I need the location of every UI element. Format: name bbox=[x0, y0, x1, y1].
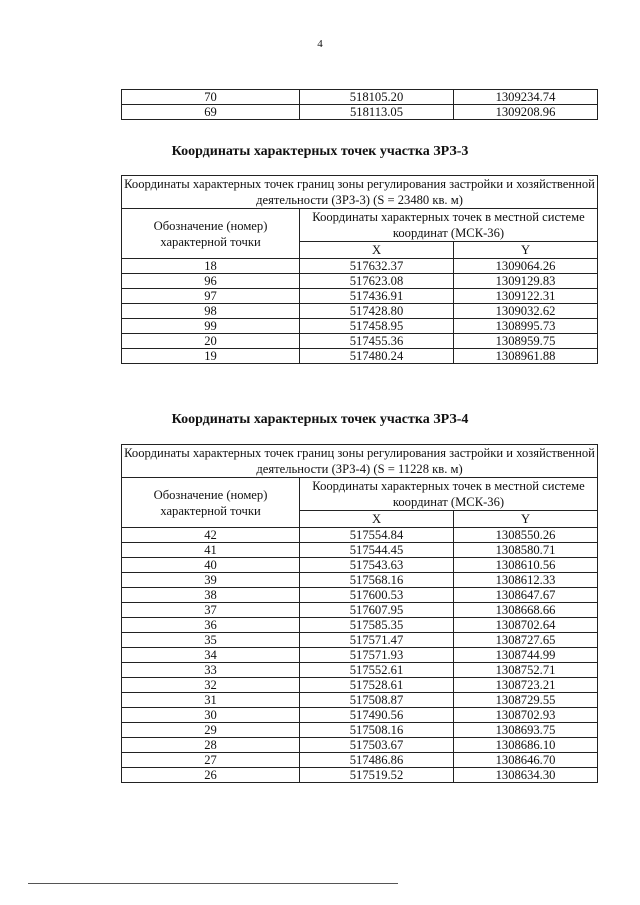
cell-y: 1308612.33 bbox=[454, 573, 598, 588]
cell-x: 518113.05 bbox=[300, 105, 454, 120]
cell-y: 1308752.71 bbox=[454, 663, 598, 678]
cell-point-number: 42 bbox=[122, 528, 300, 543]
table-body bbox=[122, 259, 598, 364]
table-row bbox=[122, 105, 598, 120]
table-row bbox=[122, 334, 598, 349]
table-row bbox=[122, 738, 598, 753]
table-row bbox=[122, 90, 598, 105]
cell-point-number: 30 bbox=[122, 708, 300, 723]
cell-point-number: 34 bbox=[122, 648, 300, 663]
col-header-coords: Координаты характерных точек в местной системе координат (МСК-36) bbox=[300, 478, 598, 511]
cell-point-number: 27 bbox=[122, 753, 300, 768]
cell-y: 1308550.26 bbox=[454, 528, 598, 543]
footer-divider bbox=[28, 883, 398, 884]
cell-point-number: 33 bbox=[122, 663, 300, 678]
cell-y: 1308668.66 bbox=[454, 603, 598, 618]
cell-x: 518105.20 bbox=[300, 90, 454, 105]
cell-x: 517528.61 bbox=[300, 678, 454, 693]
page-number: 4 bbox=[317, 38, 323, 50]
table-row bbox=[122, 648, 598, 663]
cell-point-number: 69 bbox=[122, 105, 300, 120]
cell-x: 517571.47 bbox=[300, 633, 454, 648]
cell-point-number: 98 bbox=[122, 304, 300, 319]
cell-x: 517508.16 bbox=[300, 723, 454, 738]
coordinates-table-continued bbox=[121, 89, 598, 120]
cell-point-number: 35 bbox=[122, 633, 300, 648]
col-header-point: Обозначение (номер) характерной точки bbox=[122, 209, 300, 259]
cell-point-number: 29 bbox=[122, 723, 300, 738]
col-header-point: Обозначение (номер) характерной точки bbox=[122, 478, 300, 528]
table-row bbox=[122, 259, 598, 274]
table-row bbox=[122, 274, 598, 289]
cell-y: 1308610.56 bbox=[454, 558, 598, 573]
table-row bbox=[122, 289, 598, 304]
zrz3-heading: Координаты характерных точек участка ЗРЗ-3 bbox=[171, 144, 469, 159]
cell-x: 517519.52 bbox=[300, 768, 454, 783]
cell-point-number: 41 bbox=[122, 543, 300, 558]
table-row bbox=[122, 558, 598, 573]
cell-y: 1308702.93 bbox=[454, 708, 598, 723]
cell-y: 1309064.26 bbox=[454, 259, 598, 274]
cell-y: 1308995.73 bbox=[454, 319, 598, 334]
cell-y: 1308634.30 bbox=[454, 768, 598, 783]
zrz4-heading: Координаты характерных точек участка ЗРЗ-4 bbox=[171, 412, 469, 427]
cell-y: 1308729.55 bbox=[454, 693, 598, 708]
cell-x: 517544.45 bbox=[300, 543, 454, 558]
cell-x: 517543.63 bbox=[300, 558, 454, 573]
cell-x: 517503.67 bbox=[300, 738, 454, 753]
table-row bbox=[122, 304, 598, 319]
cell-y: 1308702.64 bbox=[454, 618, 598, 633]
zrz4-table bbox=[121, 444, 598, 783]
table-row bbox=[122, 588, 598, 603]
cell-y: 1308646.70 bbox=[454, 753, 598, 768]
table-row bbox=[122, 633, 598, 648]
table-body bbox=[122, 90, 598, 120]
table-row bbox=[122, 349, 598, 364]
cell-x: 517455.36 bbox=[300, 334, 454, 349]
cell-point-number: 31 bbox=[122, 693, 300, 708]
cell-point-number: 32 bbox=[122, 678, 300, 693]
table-row bbox=[122, 768, 598, 783]
table-row bbox=[122, 618, 598, 633]
cell-y: 1308727.65 bbox=[454, 633, 598, 648]
cell-point-number: 38 bbox=[122, 588, 300, 603]
table-row bbox=[122, 753, 598, 768]
cell-y: 1308959.75 bbox=[454, 334, 598, 349]
cell-x: 517585.35 bbox=[300, 618, 454, 633]
cell-y: 1309122.31 bbox=[454, 289, 598, 304]
table-row bbox=[122, 573, 598, 588]
col-header-x: X bbox=[300, 511, 454, 528]
cell-x: 517607.95 bbox=[300, 603, 454, 618]
table-row bbox=[122, 543, 598, 558]
table-row bbox=[122, 693, 598, 708]
table-row bbox=[122, 603, 598, 618]
table-row bbox=[122, 319, 598, 334]
cell-point-number: 39 bbox=[122, 573, 300, 588]
cell-x: 517486.86 bbox=[300, 753, 454, 768]
cell-x: 517458.95 bbox=[300, 319, 454, 334]
cell-point-number: 97 bbox=[122, 289, 300, 304]
cell-point-number: 19 bbox=[122, 349, 300, 364]
cell-y: 1309129.83 bbox=[454, 274, 598, 289]
cell-point-number: 99 bbox=[122, 319, 300, 334]
cell-y: 1308580.71 bbox=[454, 543, 598, 558]
cell-y: 1309032.62 bbox=[454, 304, 598, 319]
col-header-x: X bbox=[300, 242, 454, 259]
cell-x: 517490.56 bbox=[300, 708, 454, 723]
col-header-coords: Координаты характерных точек в местной системе координат (МСК-36) bbox=[300, 209, 598, 242]
cell-y: 1308647.67 bbox=[454, 588, 598, 603]
cell-x: 517428.80 bbox=[300, 304, 454, 319]
col-header-y: Y bbox=[454, 242, 598, 259]
cell-y: 1308744.99 bbox=[454, 648, 598, 663]
cell-y: 1309234.74 bbox=[454, 90, 598, 105]
cell-point-number: 18 bbox=[122, 259, 300, 274]
col-header-y: Y bbox=[454, 511, 598, 528]
table-row bbox=[122, 528, 598, 543]
cell-x: 517571.93 bbox=[300, 648, 454, 663]
table-body bbox=[122, 528, 598, 783]
cell-point-number: 28 bbox=[122, 738, 300, 753]
cell-y: 1308723.21 bbox=[454, 678, 598, 693]
cell-y: 1308693.75 bbox=[454, 723, 598, 738]
table-row bbox=[122, 678, 598, 693]
cell-point-number: 70 bbox=[122, 90, 300, 105]
cell-y: 1308686.10 bbox=[454, 738, 598, 753]
cell-point-number: 40 bbox=[122, 558, 300, 573]
cell-y: 1309208.96 bbox=[454, 105, 598, 120]
cell-x: 517552.61 bbox=[300, 663, 454, 678]
cell-x: 517436.91 bbox=[300, 289, 454, 304]
cell-y: 1308961.88 bbox=[454, 349, 598, 364]
cell-point-number: 36 bbox=[122, 618, 300, 633]
table-caption: Координаты характерных точек границ зоны регулирования застройки и хозяйственной деятельности (ЗРЗ-3) (S = 23480 кв. м) bbox=[122, 176, 598, 209]
cell-x: 517600.53 bbox=[300, 588, 454, 603]
table-row bbox=[122, 663, 598, 678]
zrz3-table bbox=[121, 175, 598, 364]
cell-point-number: 96 bbox=[122, 274, 300, 289]
cell-point-number: 20 bbox=[122, 334, 300, 349]
table-row bbox=[122, 708, 598, 723]
cell-x: 517480.24 bbox=[300, 349, 454, 364]
table-row bbox=[122, 723, 598, 738]
cell-point-number: 26 bbox=[122, 768, 300, 783]
cell-x: 517508.87 bbox=[300, 693, 454, 708]
cell-x: 517568.16 bbox=[300, 573, 454, 588]
cell-x: 517623.08 bbox=[300, 274, 454, 289]
cell-x: 517632.37 bbox=[300, 259, 454, 274]
cell-x: 517554.84 bbox=[300, 528, 454, 543]
table-caption: Координаты характерных точек границ зоны регулирования застройки и хозяйственной деятельности (ЗРЗ-4) (S = 11228 кв. м) bbox=[122, 445, 598, 478]
cell-point-number: 37 bbox=[122, 603, 300, 618]
